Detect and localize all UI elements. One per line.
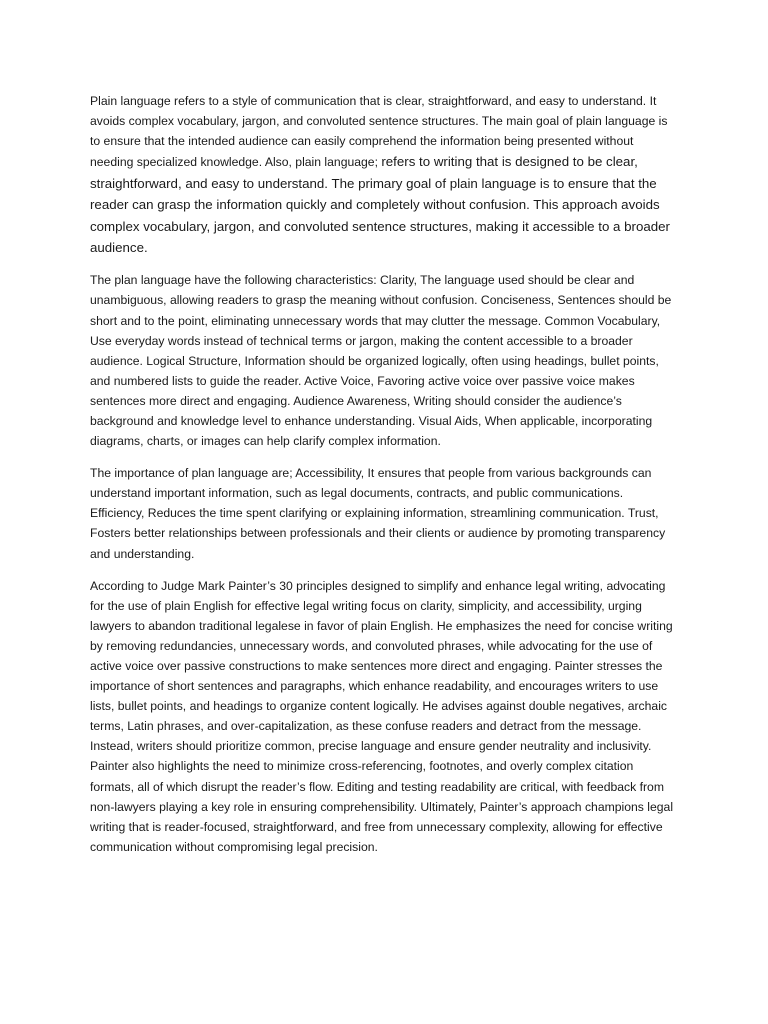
paragraph-text-large: refers to writing that is designed to be clear, straightforward, and easy to understand. The primary goal of plain language is to ensure that the reader can grasp the information quickly and completely without confusion. This approach avoids complex vocabulary, jargon, and convoluted sentence structures, making it accessible to a broader audience. bbox=[90, 154, 670, 255]
paragraph-text: The plan language have the following characteristics: Clarity, The language used should be clear and unambiguous, allowing readers to grasp the meaning without confusion. Conciseness, Sentences should be short and to the point, eliminating unnecessary words that may clutter the message. Common Vocabulary, Use everyday words instead of technical terms or jargon, making the content accessible to a broader audience. Logical Structure, Information should be organized logically, often using headings, bullet points, and numbered lists to guide the reader. Active Voice, Favoring active voice over passive voice makes sentences more direct and engaging. Audience Awareness, Writing should consider the audience’s background and knowledge level to enhance understanding. Visual Aids, When applicable, incorporating diagrams, charts, or images can help clarify complex information. bbox=[90, 273, 672, 449]
paragraph-text: The importance of plan language are; Accessibility, It ensures that people from various backgrounds can understand important information, such as legal documents, contracts, and public communications. Efficiency, Reduces the time spent clarifying or explaining information, streamlining communication. Trust, Fosters better relationships between professionals and their clients or audience by promoting transparency and understanding. bbox=[90, 466, 666, 561]
paragraph-plain-language-definition bbox=[90, 91, 680, 258]
paragraph-characteristics bbox=[90, 270, 680, 451]
document-page bbox=[90, 91, 680, 869]
paragraph-text: Plain language refers to a style of communication that is clear, straightforward, and easy to understand. It avoids complex vocabulary, jargon, and convoluted sentence structures. The main goal of plain language is to ensure that the intended audience can easily comprehend the information being presented without needing specialized knowledge. Also, plain language; bbox=[90, 94, 668, 170]
paragraph-text: According to Judge Mark Painter’s 30 principles designed to simplify and enhance legal writing, advocating for the use of plain English for effective legal writing focus on clarity, simplicity, and accessibility, urging lawyers to abandon traditional legalese in favor of plain English. He emphasizes the need for concise writing by removing redundancies, unnecessary words, and convoluted phrases, while advocating for the use of active voice over passive constructions to make sentences more direct and engaging. Painter stresses the importance of short sentences and paragraphs, which enhance readability, and encourages writers to use lists, bullet points, and headings to organize content logically. He advises against double negatives, archaic terms, Latin phrases, and over-capitalization, as these confuse readers and detract from the message. Instead, writers should prioritize common, precise language and ensure gender neutrality and inclusivity. Painter also highlights the need to minimize cross-referencing, footnotes, and overly complex citation formats, all of which disrupt the reader’s flow. Editing and testing readability are critical, with feedback from non-lawyers playing a key role in ensuring comprehensibility. Ultimately, Painter’s approach champions legal writing that is reader-focused, straightforward, and free from unnecessary complexity, allowing for effective communication without compromising legal precision. bbox=[90, 578, 674, 854]
paragraph-painter-principles bbox=[90, 576, 680, 857]
paragraph-importance bbox=[90, 463, 680, 563]
